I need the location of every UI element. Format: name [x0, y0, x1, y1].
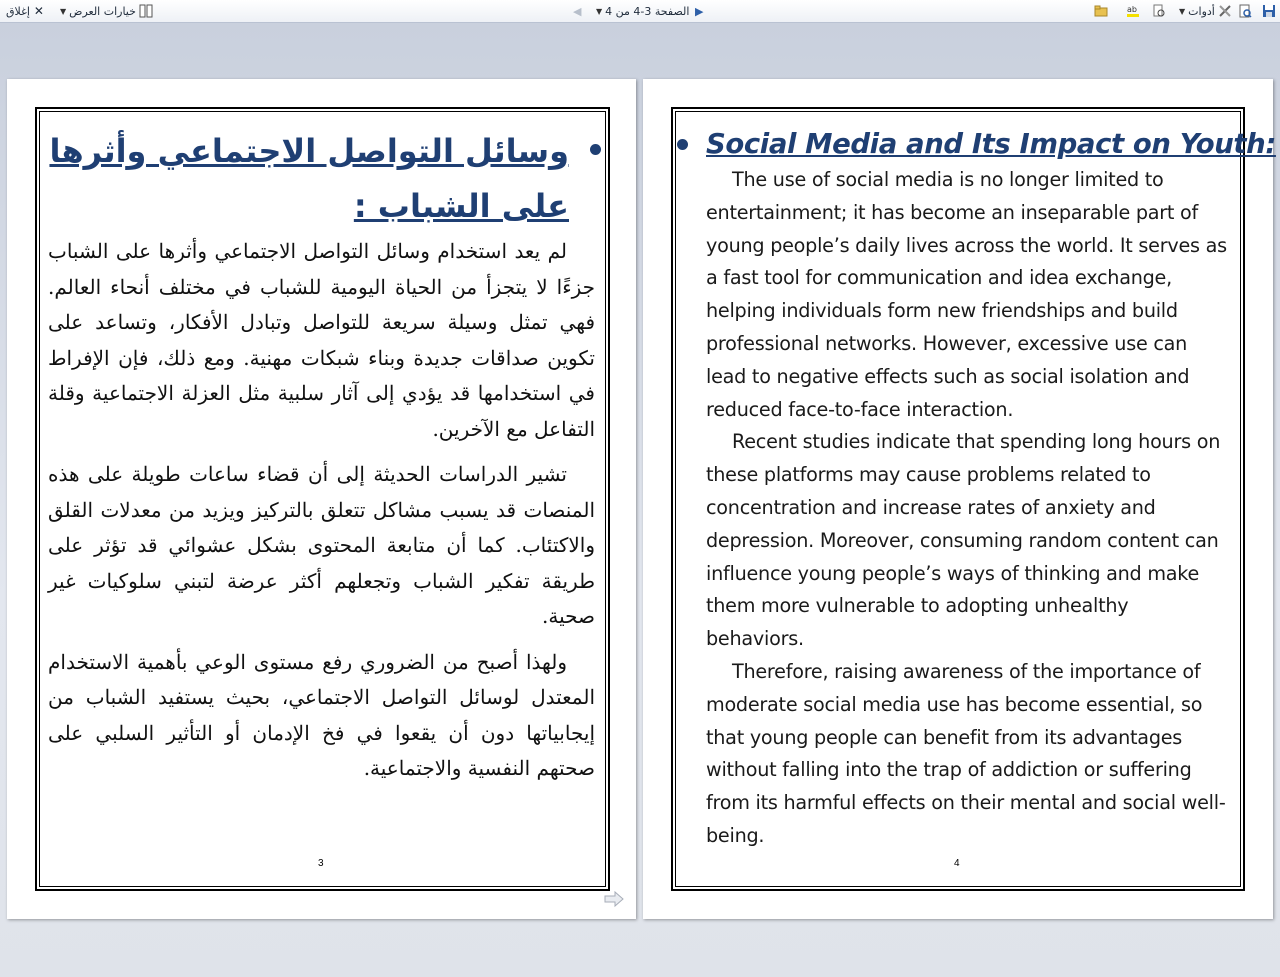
folder-icon	[1094, 4, 1108, 18]
previous-page-button[interactable]	[573, 3, 581, 19]
english-paragraph: Recent studies indicate that spending long hours on these platforms may cause problems related to concentration and increase rates of anxiety and depression. Moreover, consuming random content can influence young people’s ways of thinking and make them more vulnerable to adopting unhealthy behaviors.	[706, 430, 1221, 651]
reading-toolbar	[0, 0, 1280, 23]
arabic-paragraph: لم يعد استخدام وسائل التواصل الاجتماعي وأثرها على الشباب جزءًا لا يتجزأ من الحياة اليومية للشباب في مختلف أنحاء العالم. فهي تمثل وسيلة سريعة للتواصل وتبادل الأفكار، وتساعد على تكوين صداقات جديدة وبناء شبكات مهنية. ومع ذلك، فإن الإفراط في استخدامها قد يؤدي إلى آثار سلبية مثل العزلة الاجتماعية وقلة التفاعل مع الآخرين.	[48, 239, 595, 441]
page-number: 4	[954, 858, 960, 869]
chevron-down-icon: ▼	[60, 6, 67, 16]
next-page-icon: ▶	[695, 4, 704, 18]
view-options-label: خيارات العرض	[69, 4, 136, 18]
view-options-icon	[139, 4, 153, 18]
arabic-paragraph: تشير الدراسات الحديثة إلى أن قضاء ساعات طويلة على هذه المنصات قد يسبب مشاكل تتعلق بالتركيز ويزيد من معدلات القلق والاكتئاب. كما أن متابعة المحتوى بشكل عشوائي قد تؤثر على طريقة تفكير الشباب وتجعلهم أكثر عرضة لتبني سلوكيات غير صحية.	[48, 462, 595, 628]
page-number: 3	[318, 858, 324, 869]
chevron-down-icon: ▼	[1179, 6, 1186, 16]
english-paragraph: Therefore, raising awareness of the importance of moderate social media use has become essential, so that young people can benefit from its advantages without falling into the trap of addiction or suffering from its harmful effects on their mental and social well-being.	[706, 659, 1226, 847]
english-content	[706, 124, 1276, 853]
next-page-button[interactable]	[695, 3, 703, 19]
tools-menu[interactable]	[1176, 3, 1232, 19]
page-indicator[interactable]	[593, 3, 689, 19]
save-icon	[1262, 4, 1276, 18]
highlight-icon	[1126, 4, 1140, 18]
tools-label: أدوات	[1188, 4, 1215, 18]
view-options-menu[interactable]	[57, 3, 153, 19]
research-icon	[1152, 4, 1166, 18]
page-indicator-label: الصفحة 3-4 من 4	[605, 4, 690, 18]
next-page-arrow-icon[interactable]	[604, 890, 624, 908]
arabic-paragraph: ولهذا أصبح من الضروري رفع مستوى الوعي بأهمية الاستخدام المعتدل لوسائل التواصل الاجتماعي، بحيث يستفيد الشباب من إيجابياتها دون أن يقعوا في فخ الإدمان أو التأثير السلبي على صحتهم النفسية والاجتماعية.	[48, 649, 595, 780]
english-paragraph: The use of social media is no longer limited to entertainment; it has become an inseparable part of young people’s daily lives across the world. It serves as a fast tool for communication and idea exchange, helping individuals form new friendships and build professional networks. However, excessive use can lead to negative effects such as social isolation and reduced face-to-face interaction.	[706, 168, 1227, 421]
print-preview-button[interactable]	[1238, 3, 1252, 19]
research-button[interactable]	[1152, 3, 1166, 19]
svg-text:ab: ab	[1127, 5, 1137, 14]
english-heading: Social Media and Its Impact on Youth:	[706, 128, 1276, 160]
close-button[interactable]	[6, 3, 44, 19]
close-icon: ✕	[33, 4, 44, 18]
close-label: إغلاق	[6, 4, 30, 18]
arabic-heading: وسائل التواصل الاجتماعي وأثرها على الشباب :	[49, 132, 569, 225]
comments-button[interactable]	[1094, 3, 1108, 19]
print-preview-icon	[1238, 4, 1252, 18]
chevron-down-icon: ▼	[596, 6, 603, 16]
highlight-button[interactable]	[1126, 3, 1140, 19]
tools-icon	[1218, 4, 1232, 18]
arabic-content	[48, 124, 595, 797]
bullet-icon	[677, 139, 688, 150]
save-button[interactable]	[1262, 3, 1276, 19]
previous-page-icon: ◀	[573, 4, 582, 18]
